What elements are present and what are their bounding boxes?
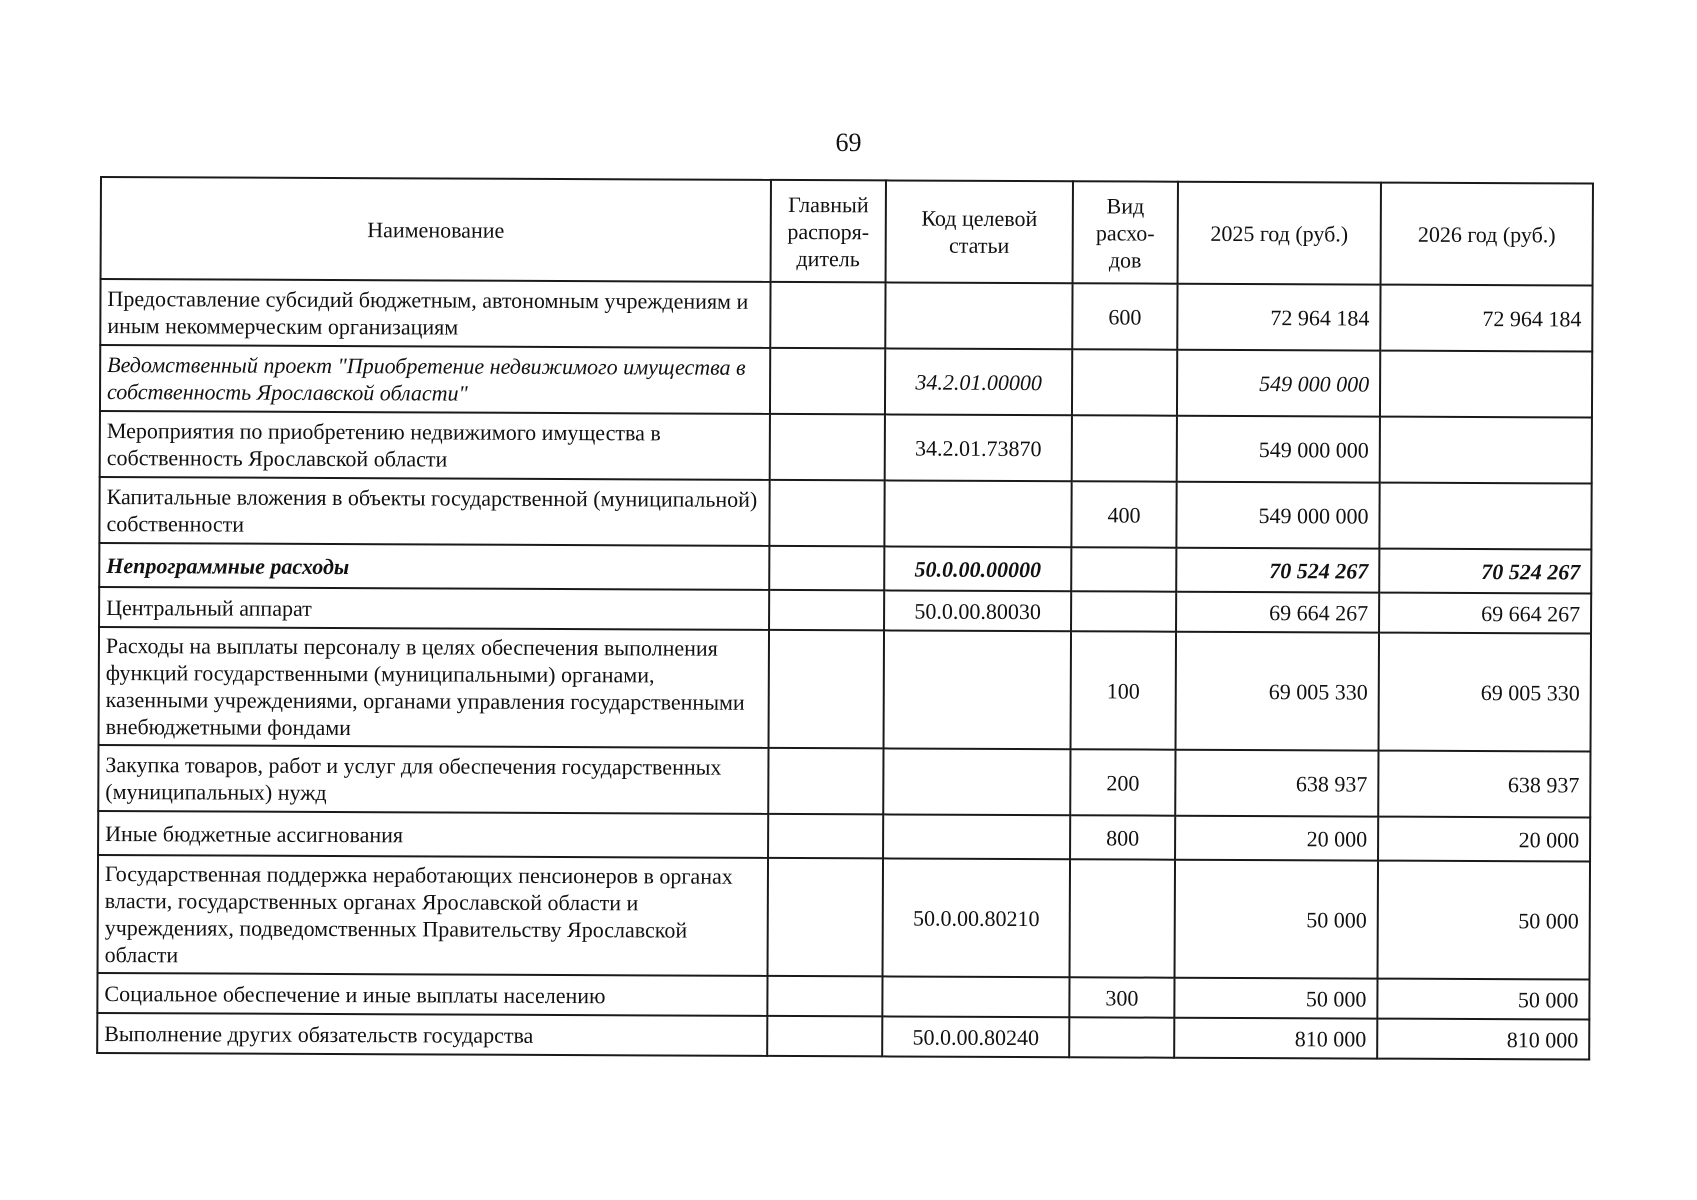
table-row	[97, 1013, 1589, 1060]
header-name: Наименование	[101, 177, 771, 282]
row-type-cell	[1072, 349, 1177, 415]
table-row	[97, 973, 1589, 1020]
row-name-cell: Выполнение других обязательств государства	[97, 1013, 767, 1056]
row-name-cell: Ведомственный проект "Приобретение недвижимого имущества в собственность Ярославской области"	[100, 345, 770, 414]
table-row	[99, 587, 1591, 634]
row-code-cell	[883, 814, 1070, 859]
row-code-cell: 50.0.00.80240	[882, 1016, 1069, 1057]
row-2025-cell: 549 000 000	[1177, 350, 1380, 417]
row-type-cell	[1071, 547, 1176, 591]
row-2026-cell: 810 000	[1377, 1019, 1589, 1060]
row-type-cell: 300	[1069, 977, 1174, 1017]
row-manager-cell	[769, 590, 884, 631]
row-code-cell: 50.0.00.00000	[884, 546, 1071, 591]
row-type-cell: 800	[1070, 815, 1175, 859]
table-row	[99, 543, 1591, 594]
row-2026-cell: 69 005 330	[1379, 633, 1592, 752]
row-manager-cell	[769, 480, 884, 547]
row-type-cell: 400	[1071, 481, 1176, 547]
row-code-cell: 50.0.00.80030	[884, 590, 1071, 631]
table-row	[99, 627, 1592, 752]
row-manager-cell	[768, 814, 883, 859]
row-2025-cell: 50 000	[1174, 978, 1377, 1019]
row-2026-cell	[1380, 351, 1592, 418]
row-name-cell: Центральный аппарат	[99, 587, 769, 630]
table-row	[98, 855, 1591, 980]
row-2025-cell: 549 000 000	[1177, 416, 1380, 483]
row-2026-cell: 50 000	[1378, 861, 1591, 980]
header-2025: 2025 год (руб.)	[1178, 182, 1381, 285]
row-code-cell	[883, 748, 1070, 815]
row-name-cell: Закупка товаров, работ и услуг для обеспечения государственных (муниципальных) нужд	[98, 745, 768, 814]
row-2025-cell: 70 524 267	[1176, 548, 1379, 593]
table-row	[100, 411, 1592, 484]
row-manager-cell	[768, 858, 884, 977]
row-code-cell: 50.0.00.80210	[883, 858, 1071, 977]
row-2026-cell: 20 000	[1378, 817, 1590, 862]
row-manager-cell	[769, 546, 884, 591]
row-name-cell: Непрограммные расходы	[99, 543, 769, 590]
row-2026-cell: 638 937	[1378, 751, 1590, 818]
table-header-row	[101, 177, 1593, 286]
row-2026-cell: 50 000	[1377, 979, 1589, 1020]
row-2025-cell: 549 000 000	[1176, 482, 1379, 549]
row-manager-cell	[770, 414, 885, 481]
header-type: Вид расхо-дов	[1073, 181, 1178, 283]
header-2026: 2026 год (руб.)	[1381, 183, 1593, 286]
row-code-cell: 34.2.01.73870	[885, 414, 1072, 481]
row-2026-cell: 72 964 184	[1380, 285, 1592, 352]
row-code-cell	[885, 282, 1072, 349]
row-code-cell: 34.2.01.00000	[885, 348, 1072, 415]
row-code-cell	[884, 630, 1072, 749]
row-manager-cell	[769, 630, 885, 749]
row-type-cell	[1070, 859, 1176, 977]
table-row	[98, 811, 1590, 862]
table-row	[100, 345, 1592, 418]
row-manager-cell	[770, 282, 885, 349]
budget-table-container	[96, 176, 1592, 1061]
row-code-cell	[882, 976, 1069, 1017]
row-name-cell: Иные бюджетные ассигнования	[98, 811, 768, 858]
row-2026-cell	[1380, 417, 1592, 484]
row-manager-cell	[767, 976, 882, 1017]
header-manager: Главный распоря-дитель	[771, 180, 886, 283]
row-2026-cell: 70 524 267	[1379, 549, 1591, 594]
row-2025-cell: 20 000	[1175, 816, 1378, 861]
header-code: Код целевой статьи	[886, 180, 1073, 283]
row-name-cell: Социальное обеспечение и иные выплаты населению	[97, 973, 767, 1016]
row-2026-cell: 69 664 267	[1379, 593, 1591, 634]
row-2025-cell: 810 000	[1174, 1018, 1377, 1059]
row-type-cell	[1071, 591, 1176, 631]
page-number: 69	[835, 128, 862, 157]
table-body	[97, 279, 1592, 1060]
budget-table	[96, 176, 1594, 1061]
row-2025-cell: 69 664 267	[1176, 592, 1379, 633]
row-type-cell	[1069, 1017, 1174, 1057]
row-2025-cell: 69 005 330	[1176, 632, 1380, 751]
row-code-cell	[884, 480, 1071, 547]
row-name-cell: Государственная поддержка неработающих пенсионеров в органах власти, государственных органах Ярославской области и учреждениях, подведомственных Правительству Ярославской области	[98, 855, 769, 976]
row-manager-cell	[768, 748, 883, 815]
row-2025-cell: 72 964 184	[1177, 284, 1380, 351]
table-row	[99, 477, 1591, 550]
table-row	[98, 745, 1590, 818]
row-name-cell: Капитальные вложения в объекты государственной (муниципальной) собственности	[99, 477, 769, 546]
row-name-cell: Мероприятия по приобретению недвижимого имущества в собственность Ярославской области	[100, 411, 770, 480]
row-type-cell: 200	[1070, 749, 1175, 815]
row-2026-cell	[1379, 483, 1591, 550]
row-type-cell: 100	[1071, 631, 1177, 749]
row-type-cell	[1072, 415, 1177, 481]
row-name-cell: Предоставление субсидий бюджетным, автономным учреждениям и иным некоммерческим организациям	[100, 279, 770, 348]
row-manager-cell	[767, 1016, 882, 1057]
row-2025-cell: 50 000	[1175, 860, 1379, 979]
row-2025-cell: 638 937	[1175, 750, 1378, 817]
row-manager-cell	[770, 348, 885, 415]
row-name-cell: Расходы на выплаты персоналу в целях обеспечения выполнения функций государственными (муниципальными) органами, казенными учреждениями, органами управления государственными внебюджетными фондами	[99, 627, 770, 748]
table-row	[100, 279, 1592, 352]
row-type-cell: 600	[1072, 283, 1177, 349]
